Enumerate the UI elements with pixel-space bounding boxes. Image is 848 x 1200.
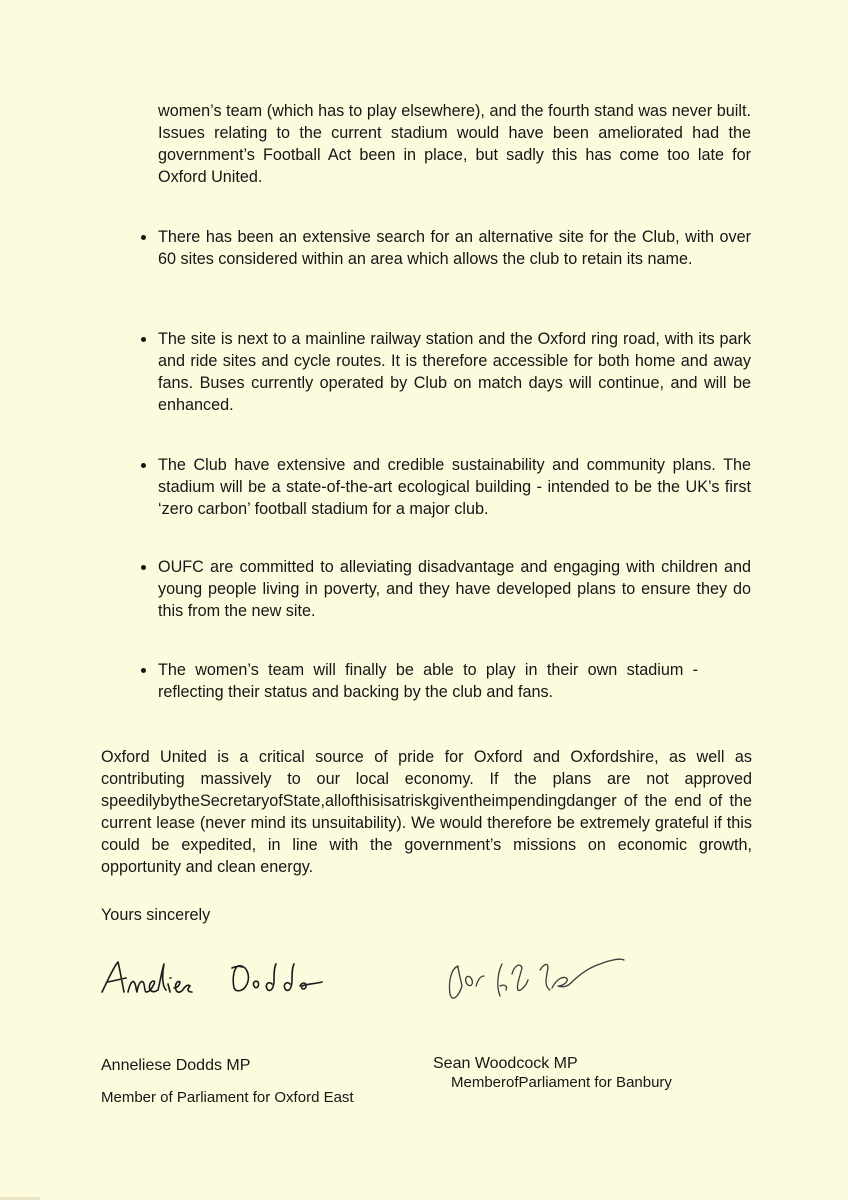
signature-anneliese-dodds bbox=[100, 958, 332, 1000]
closing-paragraph: Oxford United is a critical source of pride for Oxford and Oxfordshire, as well as contributing massively to our local economy. If the plans are not approved speedilybytheSecretaryofState,allofthisisatriskgiventheimpendingdanger of the end of the current lease (never mind its unsuitability). We would therefore be extremely grateful if this could be expedited, in line with the government’s missions on economic growth, opportunity and clean energy. bbox=[101, 748, 752, 876]
bullet-dot-icon bbox=[141, 565, 146, 570]
signatory-role: MemberofParliament for Banbury bbox=[451, 1074, 672, 1091]
sign-off: Yours sincerely bbox=[101, 906, 211, 924]
bullet-item bbox=[158, 226, 751, 270]
bullet-text: OUFC are committed to alleviating disadvantage and engaging with children and young people living in poverty, and they have developed plans to ensure they do this from the new site. bbox=[158, 558, 751, 620]
bullet-text: The Club have extensive and credible sustainability and community plans. The stadium will be a state-of-the-art ecological building - intended to be the UK’s first ‘zero carbon’ football stadium for a major club. bbox=[158, 456, 751, 518]
bullet-text: The site is next to a mainline railway station and the Oxford ring road, with its park and ride sites and cycle routes. It is therefore accessible for both home and away fans. Buses currently operated by Club on match days will continue, and will be enhanced. bbox=[158, 330, 751, 414]
bullet-item bbox=[158, 556, 751, 622]
bullet-dot-icon bbox=[141, 668, 146, 673]
bullet-item bbox=[158, 454, 751, 520]
bullet-item bbox=[158, 328, 751, 416]
bullet-dot-icon bbox=[141, 463, 146, 468]
signature-sean-woodcock bbox=[444, 946, 628, 1006]
bullet-dot-icon bbox=[141, 337, 146, 342]
bullet-item bbox=[158, 659, 698, 703]
signatory-role: Member of Parliament for Oxford East bbox=[101, 1089, 354, 1106]
signatory-name: Sean Woodcock MP bbox=[433, 1055, 578, 1072]
bullet-dot-icon bbox=[141, 235, 146, 240]
bullet-text: The women’s team will finally be able to play in their own stadium - reflecting their status and backing by the club and fans. bbox=[158, 661, 698, 701]
bullet-text: There has been an extensive search for an alternative site for the Club, with over 60 sites considered within an area which allows the club to retain its name. bbox=[158, 228, 751, 268]
signatory-name: Anneliese Dodds MP bbox=[101, 1057, 251, 1074]
continuation-paragraph: women’s team (which has to play elsewhere), and the fourth stand was never built. Issues relating to the current stadium would have been ameliorated had the government’s Football Act been in place, but sadly this has come too late for Oxford United. bbox=[158, 102, 751, 186]
